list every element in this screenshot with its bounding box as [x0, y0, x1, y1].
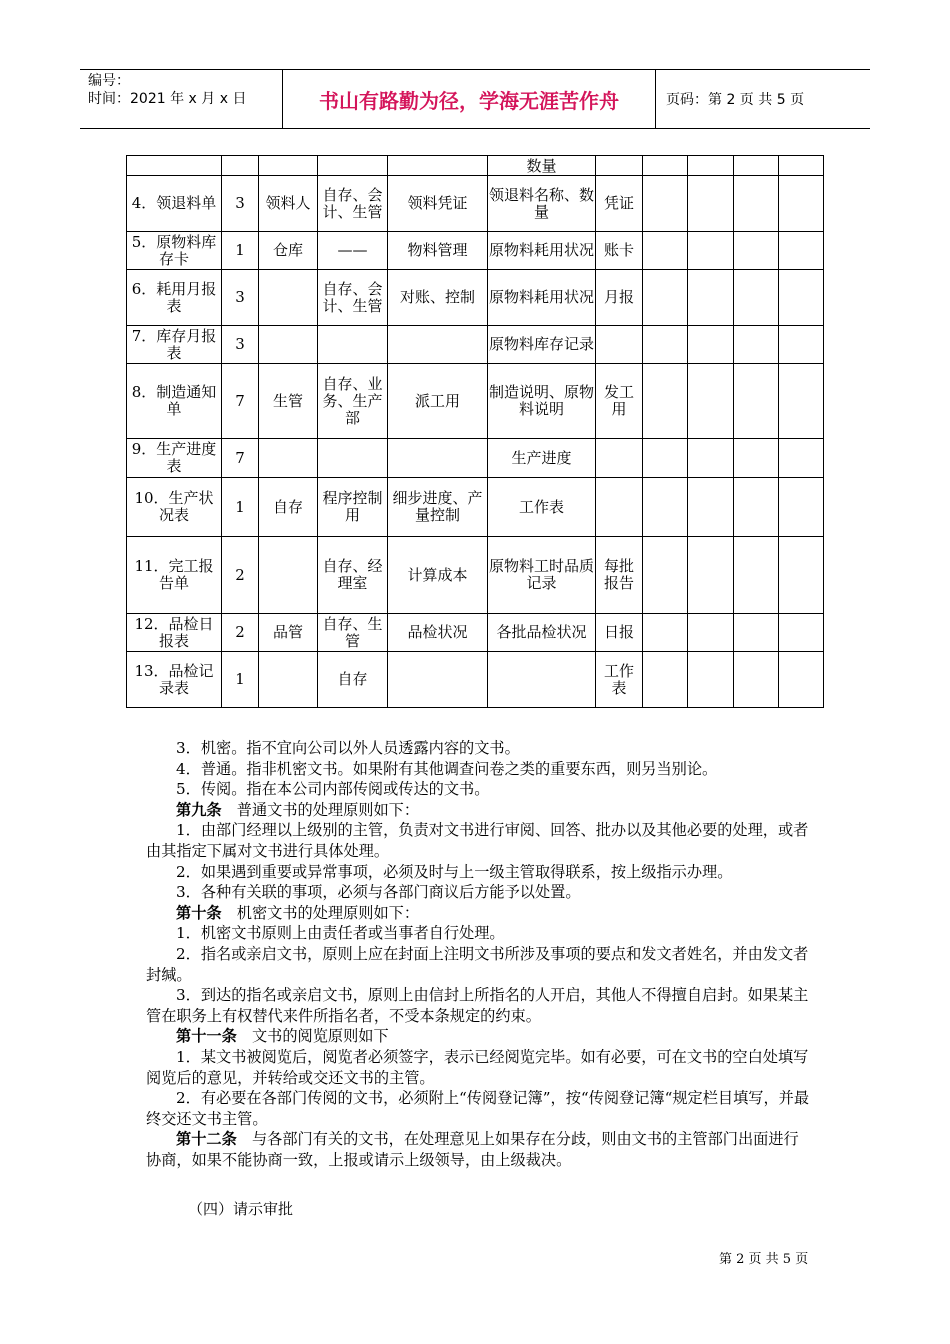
table-cell — [643, 232, 688, 270]
table-cell: 各批品检状况 — [488, 614, 596, 652]
table-cell: 品检状况 — [388, 614, 488, 652]
table-cell — [779, 156, 824, 176]
table-cell — [779, 270, 824, 326]
table-row — [127, 537, 824, 614]
table-cell — [222, 156, 259, 176]
table-cell — [388, 156, 488, 176]
table-cell — [596, 326, 643, 364]
table-cell: 工作表 — [488, 478, 596, 537]
table-cell: —— — [318, 232, 388, 270]
table-cell — [388, 326, 488, 364]
document-number-label: 编号： — [88, 73, 130, 89]
paragraph — [146, 759, 812, 780]
table-cell: 1 — [222, 232, 259, 270]
table-cell: 7．库存月报表 — [127, 326, 222, 364]
table-cell — [643, 270, 688, 326]
paragraph-text: 机密文书的处理原则如下： — [221, 903, 419, 922]
table-cell — [259, 537, 318, 614]
header-page-info: 页码：第 2 页 共 5 页 — [666, 92, 805, 108]
paragraph — [146, 985, 812, 1026]
table-cell: 计算成本 — [388, 537, 488, 614]
section-heading: （四）请示审批 — [188, 1200, 294, 1218]
article-number: 第十二条 — [176, 1130, 237, 1149]
table-cell: 工作表 — [596, 652, 643, 708]
table-cell — [779, 537, 824, 614]
table-cell — [779, 364, 824, 439]
table-cell: 原物料库存记录 — [488, 326, 596, 364]
table-cell: 自存、经理室 — [318, 537, 388, 614]
page-footer: 第 2 页 共 5 页 — [719, 1252, 809, 1267]
table-row — [127, 156, 824, 176]
paragraph-text: 文书的阅览原则如下 — [236, 1027, 389, 1046]
table-cell: 10．生产状况表 — [127, 478, 222, 537]
document-date: 时间：2021 年 x 月 x 日 — [88, 91, 247, 107]
table-cell — [688, 156, 734, 176]
table-cell — [596, 439, 643, 478]
table-cell — [596, 156, 643, 176]
table-cell: 制造说明、原物料说明 — [488, 364, 596, 439]
table-cell — [688, 176, 734, 232]
table-cell — [779, 478, 824, 537]
table-row — [127, 270, 824, 326]
table-cell — [688, 364, 734, 439]
table-cell: 领料人 — [259, 176, 318, 232]
table-row — [127, 478, 824, 537]
table-cell — [688, 232, 734, 270]
paragraph — [146, 779, 812, 800]
table-cell: 2 — [222, 614, 259, 652]
table-cell — [688, 652, 734, 708]
paragraph — [146, 1129, 812, 1170]
paragraph-text: 3．到达的指名或亲启文书，原则上由信封上所指名的人开启，其他人不得擅自启封。如果某主管在职务上有权替代来件所指名者，不受本条规定的约束。 — [146, 986, 809, 1025]
table-cell — [259, 652, 318, 708]
paragraph-text: 1．由部门经理以上级别的主管，负责对文书进行审阅、回答、批办以及其他必要的处理，或者由其指定下属对文书进行具体处理。 — [146, 821, 809, 860]
table-cell — [688, 537, 734, 614]
table-cell: 自存、会计、生管 — [318, 270, 388, 326]
table-cell — [734, 326, 779, 364]
document-register-table — [126, 155, 824, 708]
table-cell: 凭证 — [596, 176, 643, 232]
paragraph — [146, 1047, 812, 1088]
table-cell — [734, 270, 779, 326]
paragraph-text: 5．传阅。指在本公司内部传阅或传达的文书。 — [176, 780, 490, 799]
paragraph — [146, 882, 812, 903]
table-cell: 每批报告 — [596, 537, 643, 614]
table-cell — [688, 439, 734, 478]
table-row — [127, 326, 824, 364]
table-cell: 7 — [222, 364, 259, 439]
header-meta — [88, 72, 278, 108]
table-cell: 月报 — [596, 270, 643, 326]
table-cell — [734, 176, 779, 232]
table-cell: 账卡 — [596, 232, 643, 270]
table-row — [127, 614, 824, 652]
table-cell: 领退料名称、数量 — [488, 176, 596, 232]
table-row — [127, 364, 824, 439]
table-cell: 11．完工报告单 — [127, 537, 222, 614]
table-cell: 7 — [222, 439, 259, 478]
table-cell: 自存、生管 — [318, 614, 388, 652]
table-cell: 生管 — [259, 364, 318, 439]
table-cell — [643, 537, 688, 614]
table-cell — [734, 478, 779, 537]
table-cell: 3 — [222, 270, 259, 326]
paragraph — [146, 862, 812, 883]
table-cell — [643, 439, 688, 478]
table-cell — [688, 614, 734, 652]
table-cell — [734, 439, 779, 478]
table-cell: 1 — [222, 652, 259, 708]
table-cell — [734, 652, 779, 708]
table-cell — [127, 156, 222, 176]
paragraph-text: 2．有必要在各部门传阅的文书，必须附上“传阅登记簿”，按“传阅登记簿“规定栏目填写，并最终交还文书主管。 — [146, 1089, 810, 1128]
paragraph-text: 普通文书的处理原则如下： — [221, 800, 419, 819]
table-cell — [643, 652, 688, 708]
article-number: 第九条 — [176, 800, 222, 819]
table-cell: 自存、业务、生产部 — [318, 364, 388, 439]
table-row — [127, 439, 824, 478]
table-cell: 数量 — [488, 156, 596, 176]
table-cell — [688, 270, 734, 326]
table-cell — [259, 270, 318, 326]
table-row — [127, 176, 824, 232]
paragraph — [146, 800, 812, 821]
table-cell — [388, 439, 488, 478]
paragraph-text: 3．机密。指不宜向公司以外人员透露内容的文书。 — [176, 739, 520, 757]
table-cell: 自存 — [259, 478, 318, 537]
table-cell: 4．领退料单 — [127, 176, 222, 232]
table-cell: 3 — [222, 176, 259, 232]
table-cell: 3 — [222, 326, 259, 364]
table-cell: 生产进度 — [488, 439, 596, 478]
table-cell: 原物料耗用状况 — [488, 270, 596, 326]
table-cell — [488, 652, 596, 708]
table-cell: 品管 — [259, 614, 318, 652]
table-cell: 派工用 — [388, 364, 488, 439]
table-cell — [259, 439, 318, 478]
table-cell: 仓库 — [259, 232, 318, 270]
table-cell — [388, 652, 488, 708]
table-cell — [734, 156, 779, 176]
paragraph — [146, 944, 812, 985]
paragraph-text: 2．如果遇到重要或异常事项，必须及时与上一级主管取得联系，按上级指示办理。 — [176, 862, 733, 881]
table-cell — [643, 478, 688, 537]
table-cell — [643, 364, 688, 439]
table-cell — [734, 614, 779, 652]
paragraph — [146, 903, 812, 924]
table-cell — [779, 326, 824, 364]
table-row — [127, 232, 824, 270]
page-header — [80, 69, 870, 129]
table-cell: 发工用 — [596, 364, 643, 439]
table-cell — [318, 439, 388, 478]
table-cell: 自存 — [318, 652, 388, 708]
paragraph-text: 1．某文书被阅览后，阅览者必须签字，表示已经阅览完毕。如有必要，可在文书的空白处填写阅览后的意见，并转给或交还文书的主管。 — [146, 1047, 809, 1087]
table-cell — [779, 614, 824, 652]
paragraph — [146, 1088, 812, 1129]
table-cell — [779, 232, 824, 270]
paragraph — [146, 1026, 812, 1047]
paragraph — [146, 820, 812, 861]
table-cell: 自存、会计、生管 — [318, 176, 388, 232]
table-cell — [688, 478, 734, 537]
table-cell — [734, 364, 779, 439]
body-text — [146, 738, 812, 1170]
table-cell — [779, 652, 824, 708]
table-cell: 2 — [222, 537, 259, 614]
table-cell — [318, 156, 388, 176]
table-cell: 日报 — [596, 614, 643, 652]
table-cell: 12．品检日报表 — [127, 614, 222, 652]
table-row — [127, 652, 824, 708]
table-cell: 8．制造通知单 — [127, 364, 222, 439]
table-cell — [643, 156, 688, 176]
table-cell: 细步进度、产量控制 — [388, 478, 488, 537]
paragraph-text: 4．普通。指非机密文书。如果附有其他调查问卷之类的重要东西，则另当别论。 — [176, 759, 718, 778]
table-cell — [688, 326, 734, 364]
table-cell — [779, 439, 824, 478]
table-cell: 对账、控制 — [388, 270, 488, 326]
article-number: 第十一条 — [176, 1027, 237, 1046]
table-cell — [259, 156, 318, 176]
table-cell — [734, 232, 779, 270]
header-motto: 书山有路勤为径，学海无涯苦作舟 — [282, 70, 656, 128]
paragraph — [146, 738, 812, 759]
table-cell — [643, 326, 688, 364]
table-cell — [596, 478, 643, 537]
paragraph — [146, 923, 812, 944]
table-cell — [779, 176, 824, 232]
table-cell: 原物料耗用状况 — [488, 232, 596, 270]
table-cell: 程序控制用 — [318, 478, 388, 537]
table-cell: 13．品检记录表 — [127, 652, 222, 708]
table-cell: 1 — [222, 478, 259, 537]
paragraph-text: 3．各种有关联的事项，必须与各部门商议后方能予以处置。 — [176, 883, 581, 902]
table-cell: 9．生产进度表 — [127, 439, 222, 478]
table-cell — [259, 326, 318, 364]
table-cell: 领料凭证 — [388, 176, 488, 232]
table-cell: 原物料工时品质记录 — [488, 537, 596, 614]
article-number: 第十条 — [176, 903, 222, 922]
table-cell — [734, 537, 779, 614]
paragraph-text: 与各部门有关的文书，在处理意见上如果存在分歧，则由文书的主管部门出面进行协商，如果不能协商一致，上报或请示上级领导，由上级裁决。 — [146, 1130, 799, 1169]
table-cell — [643, 176, 688, 232]
paragraph-text: 2．指名或亲启文书，原则上应在封面上注明文书所涉及事项的要点和发文者姓名，并由发文者封缄。 — [146, 944, 809, 984]
table-cell: 6．耗用月报表 — [127, 270, 222, 326]
table-cell: 5．原物料库存卡 — [127, 232, 222, 270]
table-cell — [643, 614, 688, 652]
paragraph-text: 1．机密文书原则上由责任者或当事者自行处理。 — [176, 924, 505, 943]
table-cell — [318, 326, 388, 364]
table-cell: 物料管理 — [388, 232, 488, 270]
